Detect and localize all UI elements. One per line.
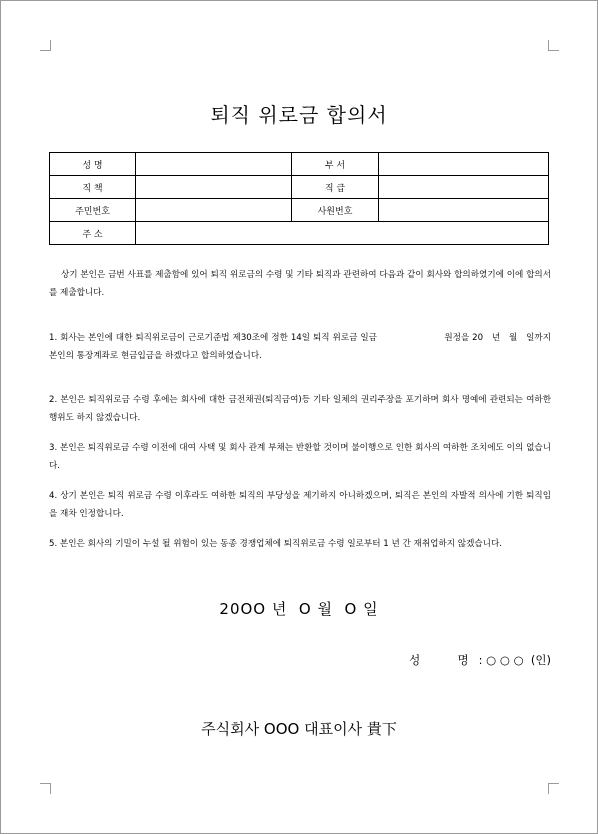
table-row bbox=[50, 222, 549, 245]
table-row bbox=[50, 153, 549, 176]
name-value-cell[interactable] bbox=[136, 153, 292, 176]
duty-value-cell[interactable] bbox=[136, 176, 292, 199]
date-line: 20OO 년 O 월 O 일 bbox=[219, 600, 379, 618]
signature-label: 성 명 bbox=[409, 653, 479, 667]
duty-label: 직 책 bbox=[50, 176, 136, 199]
margin-corner-bottom-right bbox=[548, 783, 559, 794]
address-label: 주 소 bbox=[50, 222, 136, 245]
margin-corner-bottom-left bbox=[40, 783, 51, 794]
personal-info-table bbox=[49, 152, 549, 245]
resident-id-label: 주민번호 bbox=[50, 199, 136, 222]
intro-paragraph: 상기 본인은 금번 사표를 제출함에 있어 퇴직 위로금의 수령 및 기타 퇴직과 관련하여 다음과 같이 회사와 합의하였기에 이에 합의서를 제출합니다. bbox=[49, 270, 551, 298]
margin-corner-top-right bbox=[548, 40, 559, 51]
address-value-cell[interactable] bbox=[136, 222, 549, 245]
resident-id-value-cell[interactable] bbox=[136, 199, 292, 222]
margin-corner-top-left bbox=[40, 40, 51, 51]
employee-number-value-cell[interactable] bbox=[379, 199, 549, 222]
table-row bbox=[50, 199, 549, 222]
dept-label: 부 서 bbox=[292, 153, 379, 176]
document-title: 퇴직 위로금 합의서 bbox=[210, 103, 388, 127]
rank-value-cell[interactable] bbox=[379, 176, 549, 199]
clause-4: 4. 상기 본인은 퇴직 위로금 수령 이후라도 여하한 퇴직의 부당성을 제기하지 아니하겠으며, 퇴직은 본인의 자발적 의사에 기한 퇴직임을 재차 인정합니다. bbox=[49, 491, 551, 519]
dept-value-cell[interactable] bbox=[379, 153, 549, 176]
table-row bbox=[50, 176, 549, 199]
clause-3: 3. 본인은 퇴직위로금 수령 이전에 대여 사택 및 회사 관계 부채는 반환할 것이며 불이행으로 인한 회사의 여하한 조치에도 이의 없습니다. bbox=[49, 443, 551, 471]
clause-1: 1. 회사는 본인에 대한 퇴직위로금이 근로기준법 제30조에 정한 14일 퇴직 위로금 일금 원정을 20 년 월 일까지 본인의 통장계좌로 현금입금을 하겠다고 합의하였습니다. bbox=[49, 333, 554, 361]
recipient-line: 주식회사 OOO 대표이사 貴下 bbox=[201, 720, 397, 738]
clause-5: 5. 본인은 회사의 기밀이 누설 될 위험이 있는 동종 경쟁업체에 퇴직위로금 수령 일로부터 1 년 간 재취업하지 않겠습니다. bbox=[49, 539, 503, 549]
employee-number-label: 사원번호 bbox=[292, 199, 379, 222]
signature-value: : ○ ○ ○ (인) bbox=[478, 653, 551, 667]
signature-line bbox=[409, 652, 551, 668]
clause-2: 2. 본인은 퇴직위로금 수령 후에는 회사에 대한 금전채권(퇴직금여)등 기타 일체의 권리주장을 포기하며 회사 명예에 관련되는 여하한 행위도 하지 않겠습니다. bbox=[49, 395, 551, 423]
rank-label: 직 급 bbox=[292, 176, 379, 199]
name-label: 성 명 bbox=[50, 153, 136, 176]
